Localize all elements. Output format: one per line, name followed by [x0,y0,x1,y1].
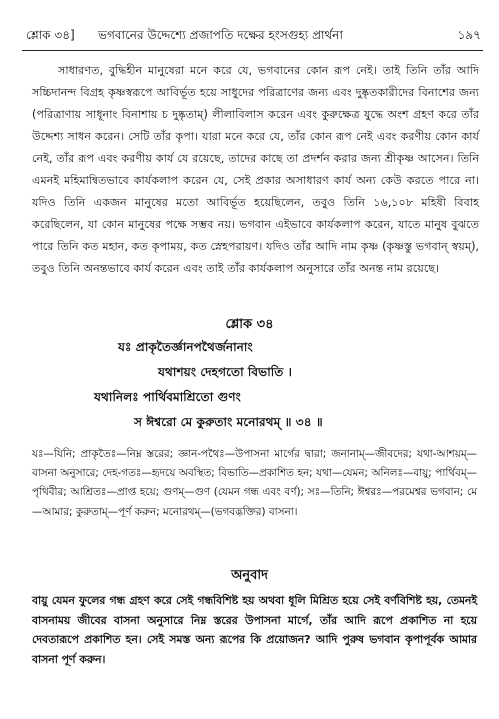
translation-title: অনুবাদ [231,568,268,583]
verse-line-4: স ঈশ্বরো মে কুরুতাং মনোরথম্ ॥ ৩৪ ॥ [134,415,323,429]
translation-text: বায়ু যেমন ফুলের গন্ধ গ্রহণ করে সেই গন্ধবিশিষ্ট হয় অথবা ধূলি মিশ্রিত হয়ে সেই বর্ণবিশিষ্ট হয়, তেমনই বাসনাময় জীবের বাসনা অনুসারে নিম্ন স্তরের উপাসনা মার্গে, তাঁর আদি রূপে প্রকাশিত না হয়ে দেবতারূপে প্রকাশিত হন। সেই সমস্ত অন্য রূপের কি প্রয়োজন? আদি পুরুষ ভগবান কৃপাপূর্বক আমার বাসনা পূর্ণ করুন। [32,594,477,666]
chapter-verse-ref: শ্লোক ৩৪] [26,28,75,42]
purport-text: সাধারণত, বুদ্ধিহীন মানুষেরা মনে করে যে, ভগবানের কোন রূপ নেই। তাই তিনি তাঁর আদি সচ্চিদানন্দ বিগ্রহ কৃষ্ণস্বরূপে আবির্ভূত হয়ে সাধুদের পরিত্রাণের জন্য এবং দুষ্কৃতকারীদের বিনাশের জন্য (পরিত্রাণায় সাধূনাং বিনাশায় চ দুষ্কৃতাম্) লীলাবিলাস করেন এবং কুরুক্ষেত্র যুদ্ধে অংশ গ্রহণ করে তাঁর উদ্দেশ্য সাধন করেন। সেটি তাঁর কৃপা। যারা মনে করে যে, তাঁর কোন রূপ নেই এবং করণীয় কোন কার্য নেই, তাঁর রূপ এবং করণীয় কার্য যে রয়েছে, তাদের কাছে তা প্রদর্শন করার জন্য শ্রীকৃষ্ণ আসেন। তিনি এমনই মহিমান্বিতভাবে কার্যকলাপ করেন যে, সেই প্রকার অসাধারণ কার্য অন্য কেউ করতে পারে না। যদিও তিনি একজন মানুষের মতো আবির্ভূত হয়েছিলেন, তবুও তিনি ১৬,১০৮ মহিষী বিবাহ করেছিলেন, যা কোন মানুষের পক্ষে সম্ভব নয়। ভগবান এইভাবে কার্যকলাপ করেন, যাতে মানুষ বুঝতে পারে তিনি কত মহান, কত কৃপাময়, কত স্নেহপরায়ণ। যদিও তাঁর আদি নাম কৃষ্ণ (কৃষ্ণস্তু ভগবান্ স্বয়ম্), তবুও তিনি অনন্তভাবে কার্য করেন এবং তাই তাঁর কার্যকলাপ অনুসারে তাঁর অনন্ত নাম রয়েছে। [32,64,479,275]
purport-paragraph [32,60,479,280]
header-rule [22,50,483,51]
verse-line-2: যথাশয়ং দেহগতো বিভাতি । [158,365,293,379]
verse-line-1: যঃ প্রাকৃতৈর্জ্ঞানপথৈর্জনানাং [118,340,253,354]
verse-line-3: যথানিলঃ পার্থিবমাশ্রিতো গুণং [94,390,241,404]
page-number: ১৯৭ [457,28,481,42]
running-title: ভগবানের উদ্দেশ্যে প্রজাপতি দক্ষের হংসগুহ্য প্রার্থনা [98,28,343,42]
page-header [26,22,481,48]
word-for-word-synonyms: যঃ—যিনি; প্রাকৃতৈঃ—নিম্ন স্তরের; জ্ঞান-পথৈঃ—উপাসনা মার্গের দ্বারা; জনানাম্—জীবদের; যথা-আশয়ম্—বাসনা অনুসারে; দেহ-গতঃ—হৃদয়ে অবস্থিত; বিভাতি—প্রকাশিত হন; যথা—যেমন; অনিলঃ—বায়ু; পার্থিবম্—পৃথিবীর; আশ্রিতঃ—প্রাপ্ত হয়ে; গুণম্—গুণ (যেমন গন্ধ এবং বর্ণ); সঃ—তিনি; ঈশ্বরঃ—পরমেশ্বর ভগবান; মে—আমার; কুরুতাম্—পূর্ণ করুন; মনোরথম্—(ভগবদ্ভক্তির) বাসনা। [32,448,477,518]
verse-title: শ্লোক ৩৪ [225,317,274,332]
sanskrit-verse [90,335,470,435]
